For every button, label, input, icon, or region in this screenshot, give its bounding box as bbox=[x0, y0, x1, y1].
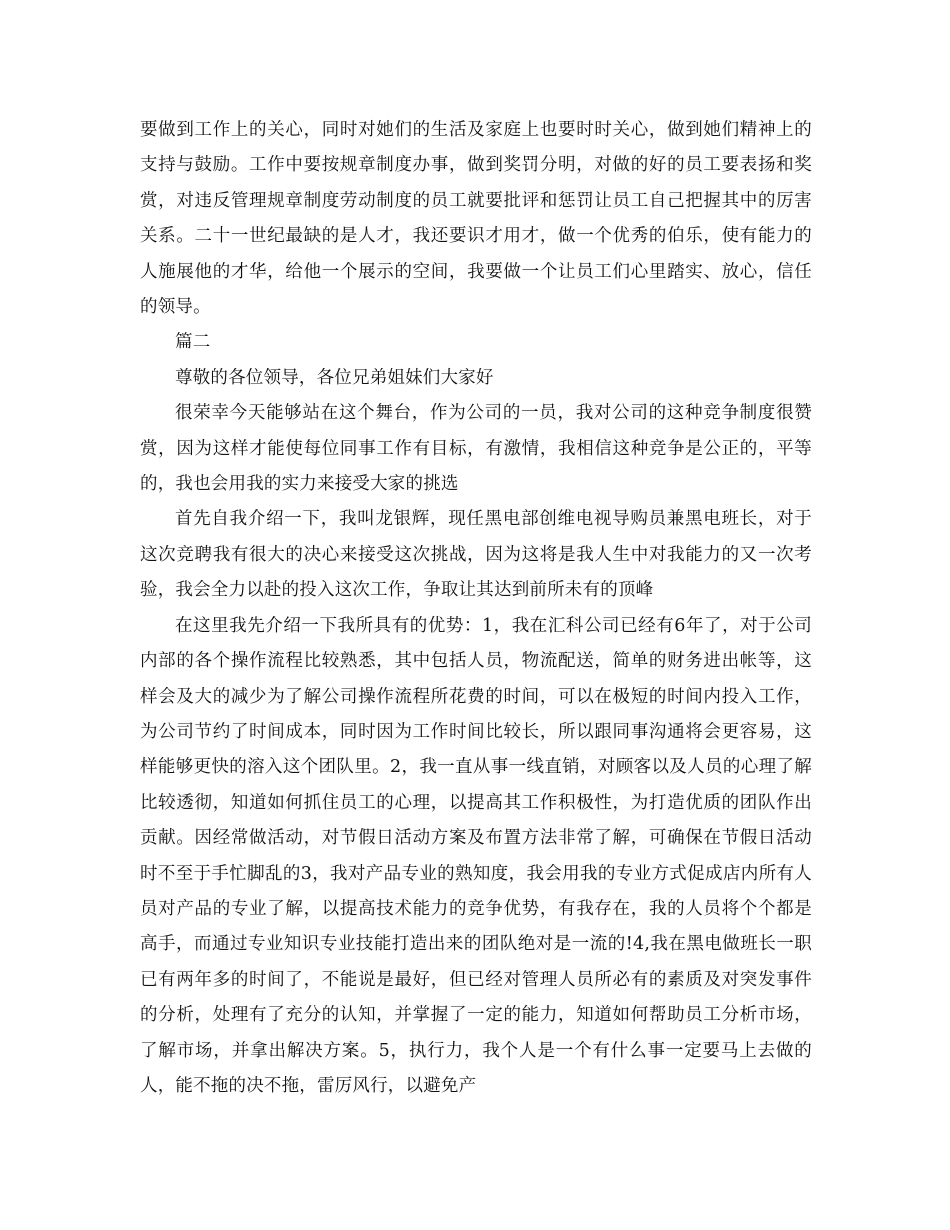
paragraph-section-heading: 篇二 bbox=[175, 332, 211, 353]
paragraph-advantages: 在这里我先介绍一下我所具有的优势：1，我在汇科公司已经有6年了，对于公司内部的各个操作流程比较熟悉，其中包括人员，物流配送，简单的财务进出帐等，这样会及大的减少为了解公司操作流程所花费的时间，可以在极短的时间内投入工作，为公司节约了时间成本，同时因为工作时间比较长，所以跟同事沟通将会更容易，这样能够更快的溶入这个团队里。2，我一直从事一线直销，对顾客以及人员的心理了解比较透彻，知道如何抓住员工的心理，以提高其工作积极性，为打造优质的团队作出贡献。因经常做活动，对节假日活动方案及布置方法非常了解，可确保在节假日活动时不至于手忙脚乱的3，我对产品专业的熟知度，我会用我的专业方式促成店内所有人员对产品的专业了解，以提高技术能力的竞争优势，有我存在，我的人员将个个都是高手，而通过专业知识专业技能打造出来的团队绝对是一流的!4,我在黑电做班长一职已有两年多的时间了，不能说是最好，但已经对管理人员所必有的素质及对突发事件的分析，处理有了充分的认知，并掌握了一定的能力，知道如何帮助员工分析市场，了解市场，并拿出解决方案。5，执行力，我个人是一个有什么事一定要马上去做的人，能不拖的决不拖，雷厉风行，以避免产 bbox=[140, 615, 812, 1096]
document-body bbox=[140, 113, 812, 1104]
paragraph-1: 要做到工作上的关心，同时对她们的生活及家庭上也要时时关心，做到她们精神上的支持与鼓励。工作中要按规章制度办事，做到奖罚分明，对做的好的员工要表扬和奖赏，对违反管理规章制度劳动制度的员工就要批评和惩罚让员工自己把握其中的厉害关系。二十一世纪最缺的是人才，我还要识才用才，做一个优秀的伯乐，使有能力的人施展他的才华，给他一个展示的空间，我要做一个让员工们心里踏实、放心，信任的领导。 bbox=[140, 120, 812, 318]
paragraph-intro: 很荣幸今天能够站在这个舞台，作为公司的一员，我对公司的这种竞争制度很赞赏，因为这样才能使每位同事工作有目标，有激情，我相信这种竞争是公正的，平等的，我也会用我的实力来接受大家的挑选 bbox=[140, 403, 812, 495]
paragraph-greeting: 尊敬的各位领导，各位兄弟姐妹们大家好 bbox=[175, 367, 494, 388]
paragraph-self-introduction: 首先自我介绍一下，我叫龙银辉，现任黑电部创维电视导购员兼黑电班长，对于这次竞聘我有很大的决心来接受这次挑战，因为这将是我人生中对我能力的又一次考验，我会全力以赴的投入这次工作，争取让其达到前所未有的顶峰 bbox=[140, 509, 812, 601]
